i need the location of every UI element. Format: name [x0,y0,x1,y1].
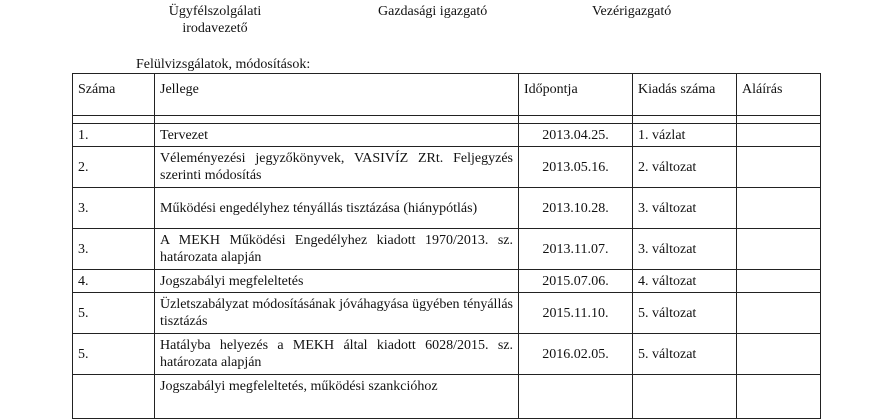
spacer-cell [73,116,155,124]
table-row [73,188,821,229]
cell-alairas [737,124,821,147]
signature-customer-service-office-head [150,3,280,37]
cell-szama: 1. [73,124,155,147]
cell-kiadas-szama: 5. változat [633,334,737,375]
header-alairas: Aláírás [737,74,821,116]
cell-alairas [737,334,821,375]
cell-szama: 3. [73,229,155,270]
cell-idopontja: 2015.11.10. [519,293,633,334]
table-spacer-row [73,116,821,124]
cell-kiadas-szama: 3. változat [633,188,737,229]
spacer-cell [519,116,633,124]
cell-jellege: Üzletszabályzat módosításának jóváhagyása ügyében tényállás tisztázás [155,293,519,334]
cell-idopontja: 2013.11.07. [519,229,633,270]
signature-label-line2: irodavezető [182,21,248,36]
cell-alairas [737,293,821,334]
spacer-cell [155,116,519,124]
spacer-cell [737,116,821,124]
revisions-table [72,73,821,419]
header-kiadas-szama: Kiadás száma [633,74,737,116]
cell-idopontja: 2015.07.06. [519,270,633,293]
cell-alairas [737,188,821,229]
cell-szama: 3. [73,188,155,229]
cell-alairas [737,270,821,293]
cell-szama: 5. [73,293,155,334]
cell-jellege: Hatályba helyezés a MEKH által kiadott 6028/2015. sz. határozata alapján [155,334,519,375]
cell-kiadas-szama: 3. változat [633,229,737,270]
cell-alairas [737,147,821,188]
cell-jellege: Jogszabályi megfeleltetés [155,270,519,293]
cell-szama: 2. [73,147,155,188]
cell-jellege: Tervezet [155,124,519,147]
cell-szama: 5. [73,334,155,375]
header-szama: Száma [73,74,155,116]
spacer-cell [633,116,737,124]
table-row [73,147,821,188]
signature-economic-director: Gazdasági igazgató [378,4,488,19]
table-row [73,334,821,375]
table-row [73,124,821,147]
cell-idopontja: 2013.04.25. [519,124,633,147]
cell-jellege: Működési engedélyhez tényállás tisztázása (hiánypótlás) [155,188,519,229]
cell-idopontja: 2016.02.05. [519,334,633,375]
cell-kiadas-szama: 2. változat [633,147,737,188]
cell-jellege: A MEKH Működési Engedélyhez kiadott 1970/2013. sz. határozata alapján [155,229,519,270]
cell-kiadas-szama: 4. változat [633,270,737,293]
table-row [73,229,821,270]
cell-kiadas-szama: 5. változat [633,293,737,334]
table-row [73,293,821,334]
cell-szama: 4. [73,270,155,293]
signature-label-line1: Ügyfélszolgálati [168,4,262,19]
signature-ceo: Vezérigazgató [592,4,672,19]
table-row [73,270,821,293]
cell-jellege: Véleményezési jegyzőkönyvek, VASIVÍZ ZRt. Feljegyzés szerinti módosítás [155,147,519,188]
cell-idopontja: 2013.05.16. [519,147,633,188]
header-idopontja: Időpontja [519,74,633,116]
table-header-row [73,74,821,116]
header-jellege: Jellege [155,74,519,116]
cell-alairas [737,229,821,270]
cell-kiadas-szama: 1. vázlat [633,124,737,147]
cell-jellege: Jogszabályi megfeleltetés, működési szankcióhoz [155,375,519,419]
revisions-caption: Felülvizsgálatok, módosítások: [136,57,311,72]
cell-idopontja: 2013.10.28. [519,188,633,229]
